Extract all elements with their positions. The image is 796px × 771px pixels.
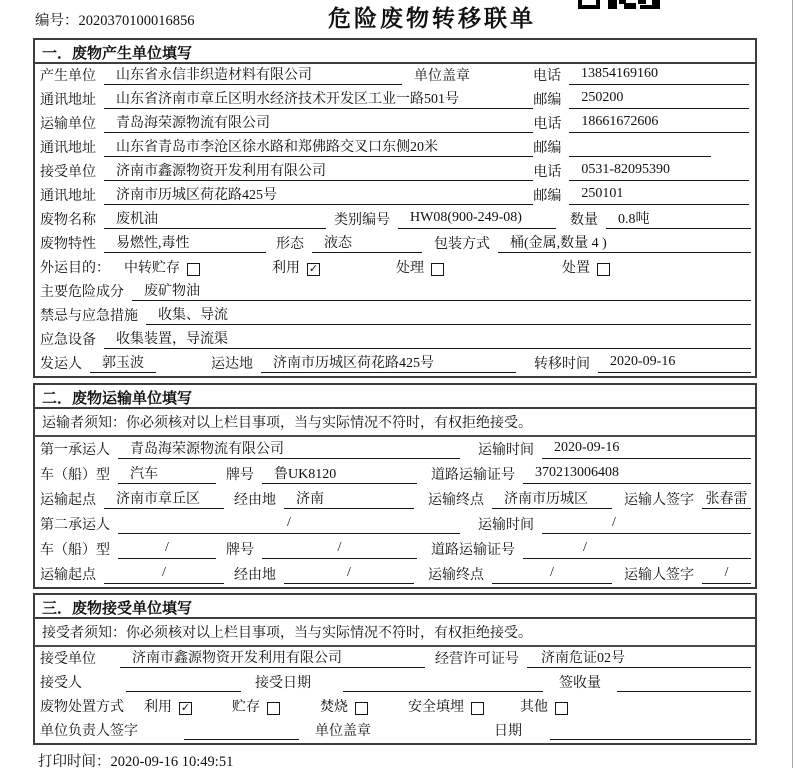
purpose-option-utilize: [272, 257, 320, 280]
producer-zip-group: [533, 89, 751, 112]
purpose-option-label: 处置: [562, 261, 590, 276]
row-route-1: [35, 487, 755, 512]
print-time-value: 2020-09-16 10:49:51: [110, 754, 234, 770]
row-vehicle-1: [35, 462, 755, 487]
unit-seal-label: 单位盖章: [315, 724, 371, 739]
section-transporter-header: 二．废物运输单位填写: [35, 385, 755, 409]
carrier2-label: 第二承运人: [40, 518, 110, 533]
transporter-zip-group: [533, 137, 751, 160]
recipient-value: [126, 673, 241, 692]
origin-label: 运输起点: [40, 493, 96, 508]
destination-value: 济南市历城区荷花路425号: [261, 352, 516, 373]
producer-phone-value: 13854169160: [569, 66, 749, 85]
equipment-label: 应急设备: [40, 333, 96, 348]
row-transporter: [35, 112, 755, 136]
disposal-option-utilize: [144, 696, 192, 719]
hazard-value: 废矿物油: [132, 280, 751, 301]
via1-value: 济南: [284, 488, 414, 509]
row-route-2: [35, 562, 755, 587]
purpose-label: 外运目的：: [40, 261, 110, 276]
row-emergency-equipment: [35, 328, 755, 352]
page-title: 危险废物转移联单: [328, 6, 536, 31]
equipment-value: 收集装置，导流渠: [104, 328, 751, 349]
row-purpose: [35, 256, 755, 280]
packing-value: 桶(金属,数量 4 ): [498, 232, 751, 253]
phone-label: 电话: [533, 165, 562, 180]
zip-label: 邮编: [533, 93, 562, 108]
row-receiver: [35, 160, 755, 184]
sign-date-value: [550, 721, 751, 740]
checkbox-disposal-landfill: [471, 702, 484, 715]
transport-time-label: 运输时间: [478, 518, 534, 533]
shipper-value: 郭玉波: [90, 352, 156, 373]
disposal-option-label: 贮存: [232, 700, 260, 715]
receiver-zip-group: [533, 185, 751, 208]
section-transporter: [33, 383, 757, 589]
disposal-option-label: 利用: [144, 700, 172, 715]
print-time: [0, 745, 796, 771]
recipient-label: 接受人: [40, 676, 82, 691]
phone-label: 电话: [533, 69, 561, 84]
transporter-phone-group: [533, 113, 751, 136]
section-receiver-header: 三．废物接受单位填写: [35, 595, 755, 619]
terminus2-value: /: [492, 565, 612, 584]
checkbox-disposal-utilize: ✓: [180, 702, 191, 714]
shipper-label: 发运人: [40, 357, 82, 372]
checkbox-disposal-store: [267, 702, 280, 715]
carrier2-time-value: /: [542, 515, 751, 534]
head-sign-value: [184, 721, 299, 740]
producer-label: 产生单位: [40, 69, 96, 84]
receive-date-label: 接受日期: [255, 676, 311, 691]
transporter-value: 青岛海荣源物流有限公司: [104, 112, 533, 133]
via2-value: /: [284, 565, 414, 584]
row-receive-unit: [35, 647, 755, 671]
receiver-notice: 接受者须知：你必须核对以上栏目事项，当与实际情况不符时，有权拒绝接受。: [35, 619, 755, 647]
form-value: 液态: [312, 232, 422, 253]
row-disposal: [35, 695, 755, 719]
category-label: 类别编号: [334, 213, 390, 228]
permit-label: 道路运输证号: [431, 468, 515, 483]
checkbox-treat: [431, 263, 444, 276]
character-label: 废物特性: [40, 237, 96, 252]
checkbox-disposal-other: [555, 702, 568, 715]
vehicle1-value: 汽车: [118, 463, 216, 484]
row-recipient: [35, 671, 755, 695]
transporter-label: 运输单位: [40, 117, 96, 132]
doc-number-label: 编号：: [35, 13, 79, 29]
producer-address-value: 山东省济南市章丘区明水经济技术开发区工业一路501号: [104, 88, 533, 109]
license-label: 经营许可证号: [435, 652, 519, 667]
doc-number: [35, 9, 195, 30]
received-qty-label: 签收量: [559, 676, 601, 691]
receiver-zip-value: 250101: [569, 186, 749, 205]
page-edge-line: [792, 0, 793, 768]
purpose-option-label: 利用: [272, 261, 300, 276]
purpose-option-label: 中转贮存: [124, 261, 180, 276]
plate-label: 牌号: [226, 468, 254, 483]
section-producer: [33, 38, 757, 378]
unit-seal-label: 单位盖章: [414, 69, 470, 84]
producer-value: 山东省永信非织造材料有限公司: [104, 64, 402, 85]
permit-label: 道路运输证号: [431, 543, 515, 558]
transfer-time-value: 2020-09-16: [598, 354, 751, 373]
plate2-value: /: [262, 540, 417, 559]
disposal-option-landfill: [408, 696, 484, 719]
waste-name-value: 废机油: [104, 208, 326, 229]
disposal-option-incinerate: [320, 696, 368, 719]
transfer-time-label: 转移时间: [534, 357, 590, 372]
section-producer-header: 一．废物产生单位填写: [35, 40, 755, 64]
row-transporter-address: [35, 136, 755, 160]
checkbox-dispose: [597, 263, 610, 276]
transporter-address-value: 山东省青岛市李沧区徐水路和郑佛路交叉口东侧20米: [104, 136, 533, 157]
packing-label: 包装方式: [434, 237, 490, 252]
producer-phone-group: [533, 65, 751, 88]
terminus-label: 运输终点: [428, 568, 484, 583]
row-producer: [35, 64, 755, 88]
disposal-label: 废物处置方式: [40, 700, 124, 715]
vehicle-label: 车（船）型: [40, 543, 110, 558]
address-label: 通讯地址: [40, 93, 96, 108]
waste-name-label: 废物名称: [40, 213, 96, 228]
sign1-value: 张春雷: [702, 488, 751, 509]
disposal-option-label: 其他: [520, 700, 548, 715]
row-first-carrier: [35, 437, 755, 462]
carrier-sign-label: 运输人签字: [624, 493, 694, 508]
form-label: 形态: [276, 237, 304, 252]
permit2-value: /: [523, 540, 751, 559]
disposal-option-label: 焚烧: [320, 700, 348, 715]
transporter-notice: 运输者须知：你必须核对以上栏目事项，当与实际情况不符时，有权拒绝接受。: [35, 409, 755, 437]
doc-number-value: 2020370100016856: [78, 13, 195, 29]
disposal-option-store: [232, 696, 280, 719]
print-time-label: 打印时间：: [38, 754, 111, 770]
origin1-value: 济南市章丘区: [104, 488, 224, 509]
row-second-carrier: [35, 512, 755, 537]
row-shipper: [35, 352, 755, 376]
checkbox-disposal-incinerate: [355, 702, 368, 715]
row-receiver-address: [35, 184, 755, 208]
receiver-label: 接受单位: [40, 165, 96, 180]
sign-date-label: 日期: [494, 724, 522, 739]
receiver-phone-group: [533, 161, 751, 184]
row-emergency-measures: [35, 304, 755, 328]
carrier1-label: 第一承运人: [40, 443, 110, 458]
checkbox-utilize: ✓: [308, 263, 319, 275]
row-producer-address: [35, 88, 755, 112]
address-label: 通讯地址: [40, 141, 96, 156]
zip-label: 邮编: [533, 189, 562, 204]
via-label: 经由地: [234, 568, 276, 583]
sign2-value: /: [702, 565, 751, 584]
destination-label: 运达地: [211, 357, 253, 372]
measures-label: 禁忌与应急措施: [40, 309, 138, 324]
transporter-phone-value: 18661672606: [569, 114, 749, 133]
row-waste-name: [35, 208, 755, 232]
section-receiver: [33, 593, 757, 745]
qr-code-fragment: [578, 0, 660, 9]
receiver-address-value: 济南市历城区荷花路425号: [104, 184, 533, 205]
receive-unit-label: 接受单位: [40, 652, 96, 667]
disposal-option-other: [520, 696, 568, 719]
receive-unit-value: 济南市鑫源物资开发利用有限公司: [120, 647, 425, 668]
transporter-zip-value: [569, 138, 711, 157]
vehicle-label: 车（船）型: [40, 468, 110, 483]
quantity-value: 0.8吨: [606, 208, 751, 229]
category-value: HW08(900-249-08): [398, 210, 556, 229]
receive-date-value: [343, 673, 543, 692]
hazard-label: 主要危险成分: [40, 285, 124, 300]
purpose-option-dispose: [562, 257, 610, 280]
producer-zip-value: 250200: [569, 90, 749, 109]
license-value: 济南危证02号: [527, 647, 751, 668]
receiver-value: 济南市鑫源物资开发利用有限公司: [104, 160, 533, 181]
checkbox-transfer-storage: [187, 263, 200, 276]
disposal-option-label: 安全填埋: [408, 700, 464, 715]
row-hazard: [35, 280, 755, 304]
address-label: 通讯地址: [40, 189, 96, 204]
head-sign-label: 单位负责人签字: [40, 724, 138, 739]
character-value: 易燃性,毒性: [104, 232, 266, 253]
receiver-phone-value: 0531-82095390: [569, 162, 749, 181]
terminus1-value: 济南市历城区: [492, 488, 612, 509]
phone-label: 电话: [533, 117, 562, 132]
document-header: [0, 0, 796, 38]
purpose-option-treat: [396, 257, 444, 280]
carrier2-value: /: [118, 515, 460, 534]
plate-label: 牌号: [226, 543, 254, 558]
origin2-value: /: [104, 565, 224, 584]
via-label: 经由地: [234, 493, 276, 508]
measures-value: 收集、导流: [146, 304, 751, 325]
origin-label: 运输起点: [40, 568, 96, 583]
row-signature: [35, 719, 755, 743]
purpose-option-label: 处理: [396, 261, 424, 276]
row-waste-character: [35, 232, 755, 256]
plate1-value: 鲁UK8120: [262, 463, 417, 484]
transport-time-label: 运输时间: [478, 443, 534, 458]
received-qty-value: [617, 673, 751, 692]
carrier1-time-value: 2020-09-16: [542, 440, 751, 459]
terminus-label: 运输终点: [428, 493, 484, 508]
permit1-value: 370213006408: [523, 465, 751, 484]
carrier-sign-label: 运输人签字: [624, 568, 694, 583]
vehicle2-value: /: [118, 540, 216, 559]
quantity-label: 数量: [570, 213, 598, 228]
zip-label: 邮编: [533, 141, 562, 156]
row-vehicle-2: [35, 537, 755, 562]
carrier1-value: 青岛海荣源物流有限公司: [118, 438, 460, 459]
purpose-option-transfer-storage: [124, 257, 200, 280]
